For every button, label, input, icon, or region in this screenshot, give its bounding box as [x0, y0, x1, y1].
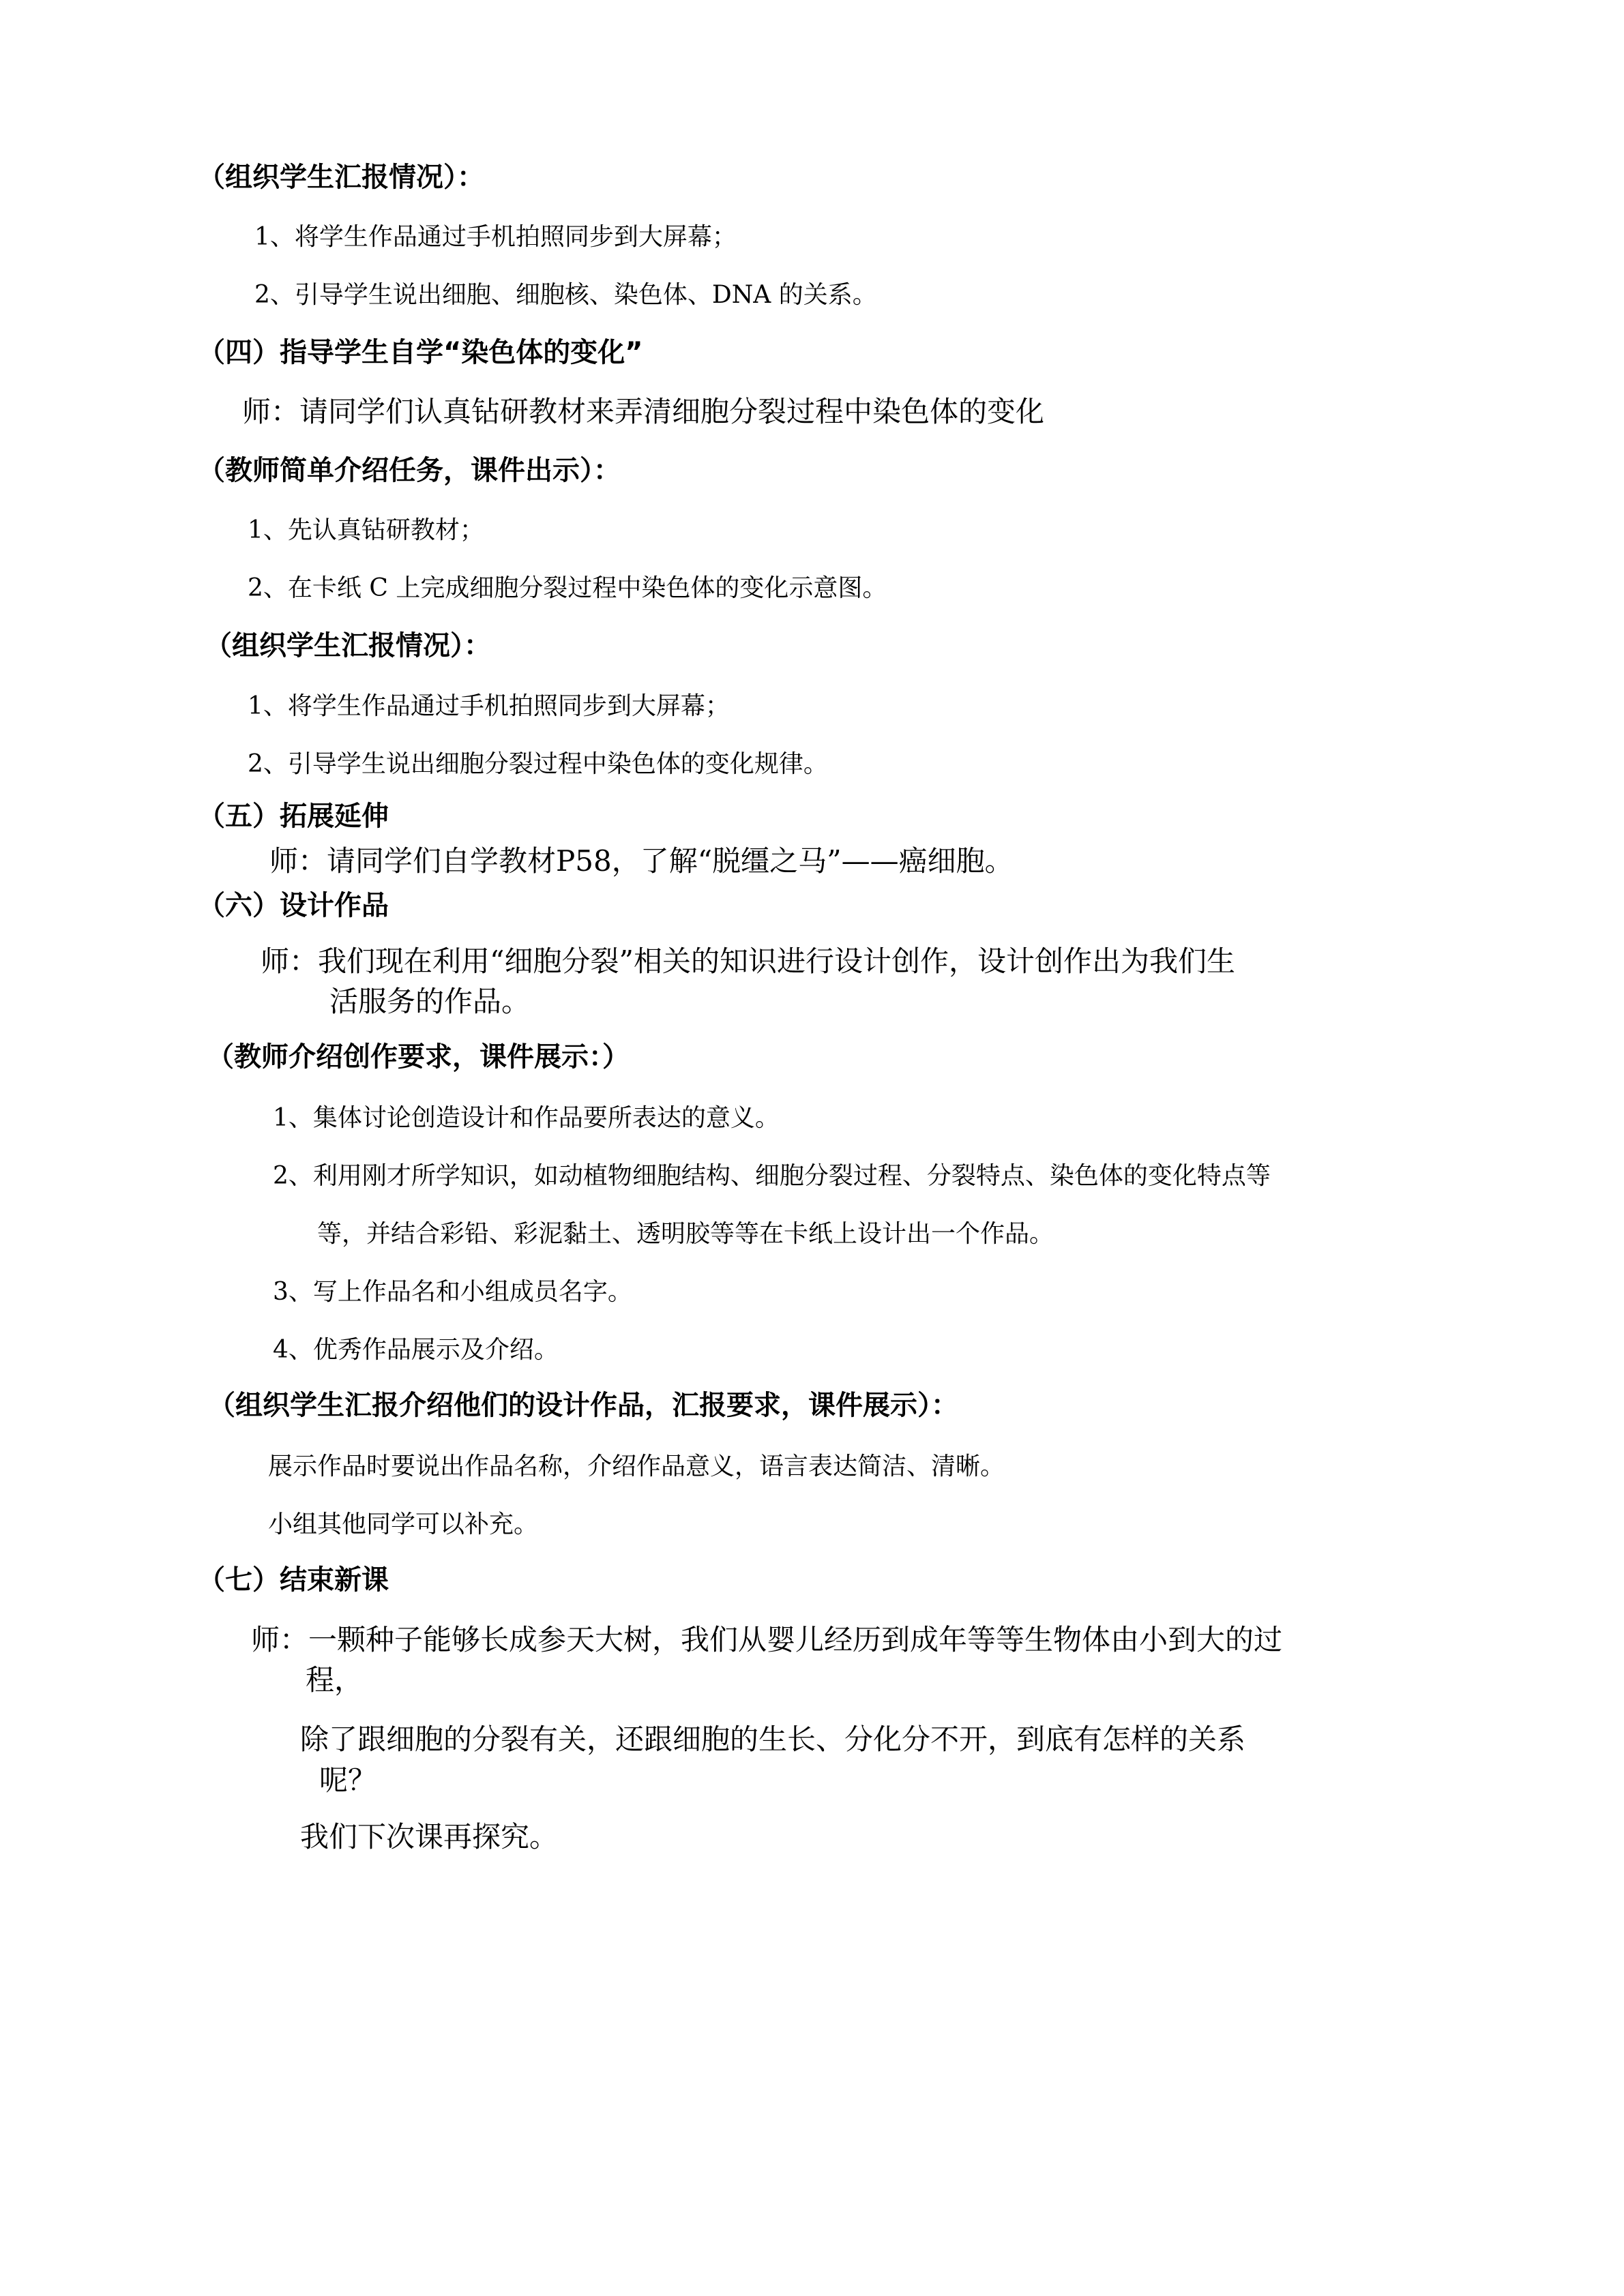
section-heading-seven: （七）结束新课: [198, 1564, 389, 1596]
paragraph: 除了跟细胞的分裂有关，还跟细胞的生长、分化分不开，到底有怎样的关系: [300, 1723, 1246, 1756]
list-item-continued: 等，并结合彩铅、彩泥黏土、透明胶等等在卡纸上设计出一个作品。: [317, 1220, 1054, 1248]
list-item: 2、利用刚才所学知识，如动植物细胞结构、细胞分裂过程、分裂特点、染色体的变化特点等: [273, 1162, 1271, 1190]
section-heading-five: （五）拓展延伸: [198, 801, 389, 832]
teacher-line-continued: 程，: [306, 1663, 364, 1697]
list-item: 2、引导学生说出细胞、细胞核、染色体、DNA 的关系。: [254, 281, 877, 309]
teacher-line: 师：请同学们自学教材P58，了解“脱缰之马”——癌细胞。: [269, 844, 1014, 878]
section-heading-organize-report: （组织学生汇报情况）：: [198, 162, 484, 193]
list-item: 4、优秀作品展示及介绍。: [273, 1336, 559, 1364]
paragraph: 小组其他同学可以补充。: [268, 1510, 539, 1538]
list-item: 1、先认真钻研教材；: [248, 516, 484, 544]
list-item: 1、将学生作品通过手机拍照同步到大屏幕；: [254, 223, 737, 251]
teacher-line: 师：一颗种子能够长成参天大树，我们从婴儿经历到成年等等生物体由小到大的过: [251, 1623, 1283, 1656]
teacher-line: 师：我们现在利用“细胞分裂”相关的知识进行设计创作，设计创作出为我们生: [261, 944, 1235, 978]
teacher-line-continued: 活服务的作品。: [329, 985, 531, 1018]
section-heading-present-works: （组织学生汇报介绍他们的设计作品，汇报要求，课件展示）：: [208, 1390, 958, 1421]
list-item: 1、将学生作品通过手机拍照同步到大屏幕；: [248, 692, 730, 720]
list-item: 1、集体讨论创造设计和作品要所表达的意义。: [273, 1104, 780, 1132]
section-heading-organize-report: （组织学生汇报情况）：: [205, 630, 491, 661]
section-heading-six: （六）设计作品: [198, 890, 389, 921]
list-item: 3、写上作品名和小组成员名字。: [273, 1278, 632, 1306]
list-item: 2、引导学生说出细胞分裂过程中染色体的变化规律。: [248, 750, 828, 778]
paragraph: 我们下次课再探究。: [300, 1820, 559, 1853]
section-heading-teacher-intro: （教师简单介绍任务，课件出示）：: [198, 455, 621, 486]
section-heading-creation-requirements: （教师介绍创作要求，课件展示：）: [207, 1041, 630, 1073]
teacher-line: 师：请同学们认真钻研教材来弄清细胞分裂过程中染色体的变化: [242, 395, 1045, 428]
section-heading-four: （四）指导学生自学“染色体的变化”: [198, 337, 643, 368]
list-item: 2、在卡纸 C 上完成细胞分裂过程中染色体的变化示意图。: [248, 574, 887, 602]
paragraph: 展示作品时要说出作品名称，介绍作品意义，语言表达简洁、清晰。: [268, 1452, 1005, 1480]
paragraph-continued: 呢？: [319, 1763, 377, 1797]
